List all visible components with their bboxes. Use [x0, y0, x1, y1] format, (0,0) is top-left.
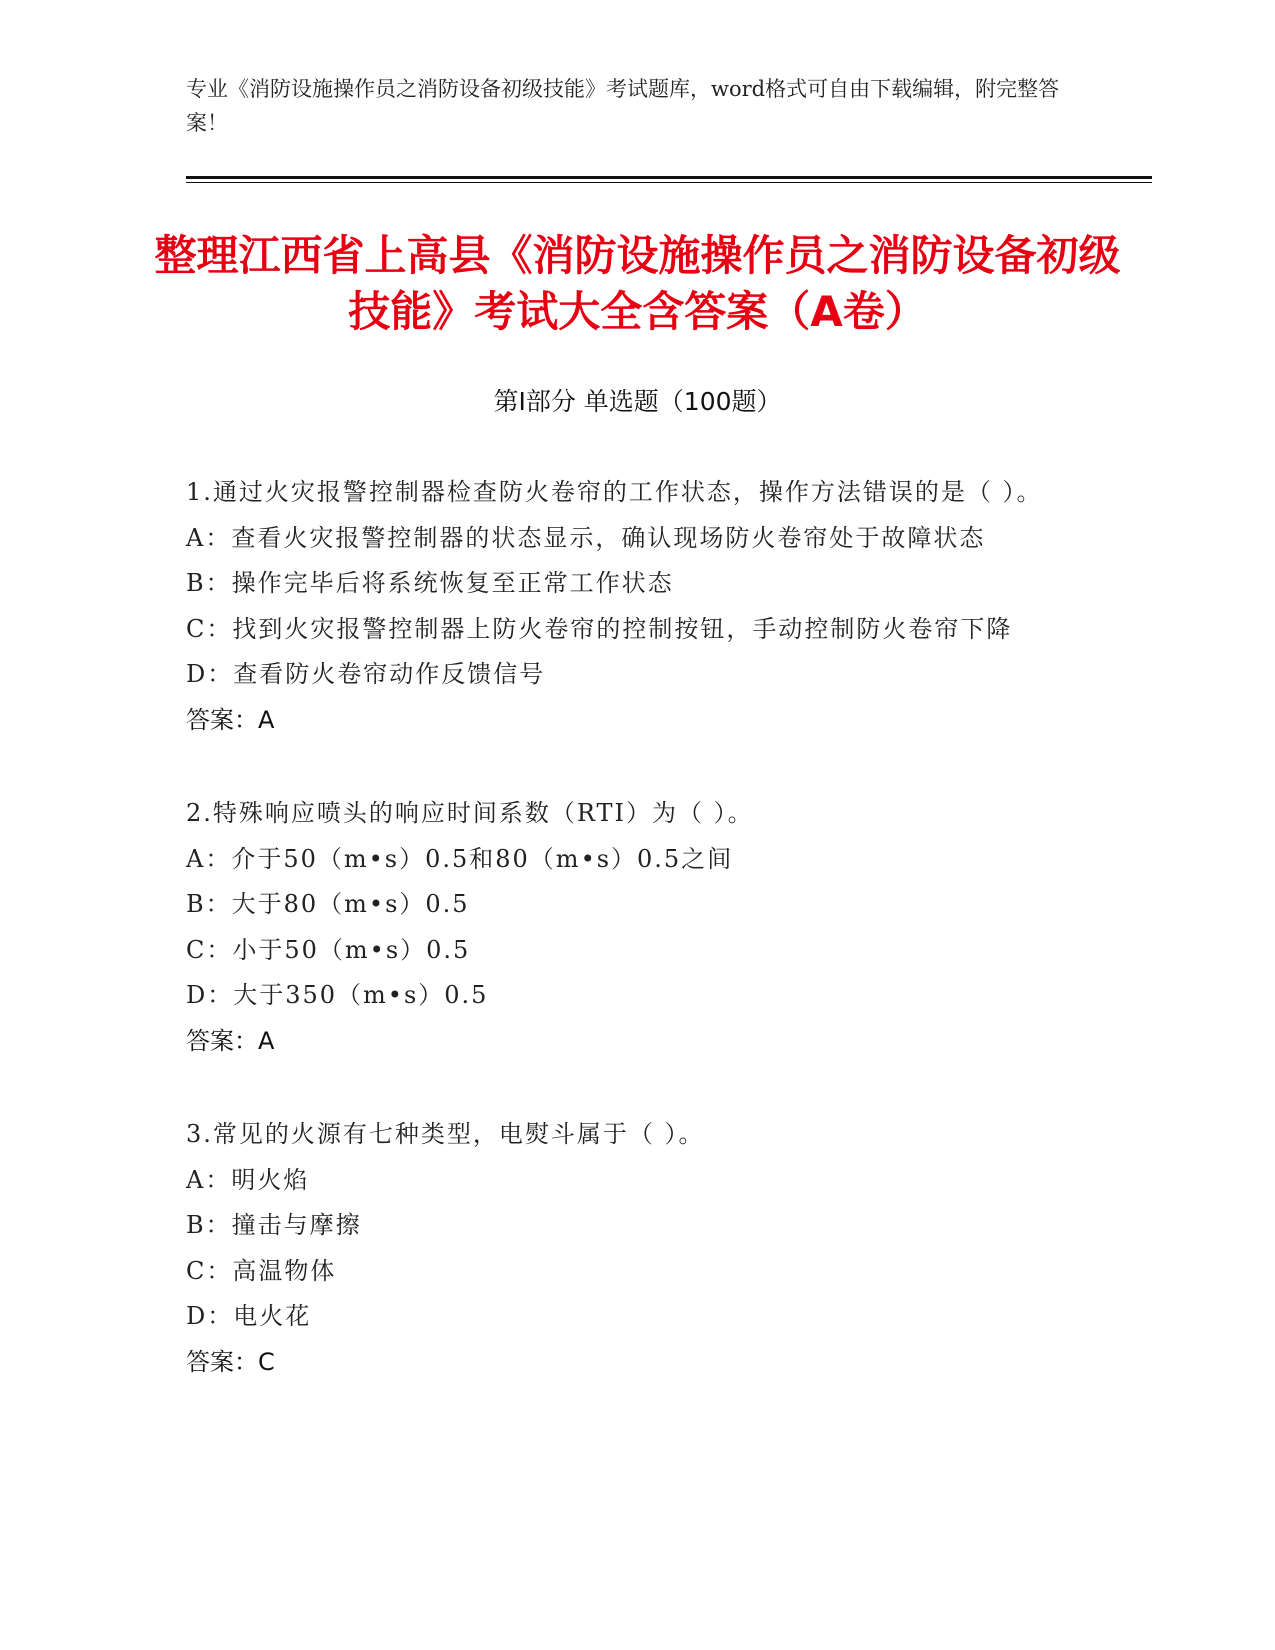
option-d: D：大于350（m•s）0.5 [186, 981, 489, 1009]
section-heading: 第Ⅰ部分 单选题（100题） [493, 387, 782, 416]
answer: 答案：A [186, 1026, 275, 1055]
option-c: C：找到火灾报警控制器上防火卷帘的控制按钮，手动控制防火卷帘下降 [186, 614, 1013, 643]
question-stem: 3.常见的火源有七种类型，电熨斗属于（ ）。 [186, 1120, 705, 1148]
option-b: B：操作完毕后将系统恢复至正常工作状态 [186, 569, 674, 597]
option-a: A：明火焰 [186, 1165, 310, 1194]
answer: 答案：A [186, 705, 275, 734]
question-stem: 2.特殊响应喷头的响应时间系数（RTI）为（ ）。 [186, 799, 754, 827]
answer: 答案：C [186, 1347, 275, 1376]
question-1 [186, 470, 1066, 743]
question-list [186, 470, 1066, 1433]
option-d: D：电火花 [186, 1302, 312, 1330]
header-divider-thin [186, 182, 1152, 183]
document-title: 整理江西省上高县《消防设施操作员之消防设备初级技能》考试大全含答案（A卷） [154, 231, 1121, 336]
option-c: C：小于50（m•s）0.5 [186, 935, 471, 964]
option-a: A：介于50（m•s）0.5和80（m•s）0.5之间 [186, 844, 734, 873]
header-note: 专业《消防设施操作员之消防设备初级技能》考试题库，word格式可自由下载编辑，附完整答案！ [186, 77, 1060, 135]
option-a: A：查看火灾报警控制器的状态显示，确认现场防火卷帘处于故障状态 [186, 523, 986, 552]
question-stem: 1.通过火灾报警控制器检查防火卷帘的工作状态，操作方法错误的是（ ）。 [186, 478, 1043, 506]
question-3 [186, 1112, 1066, 1385]
option-c: C：高温物体 [186, 1256, 337, 1285]
option-b: B：大于80（m•s）0.5 [186, 890, 470, 918]
header-divider-thick [186, 176, 1152, 179]
option-b: B：撞击与摩擦 [186, 1211, 362, 1239]
option-d: D：查看防火卷帘动作反馈信号 [186, 660, 546, 688]
question-2 [186, 791, 1066, 1064]
